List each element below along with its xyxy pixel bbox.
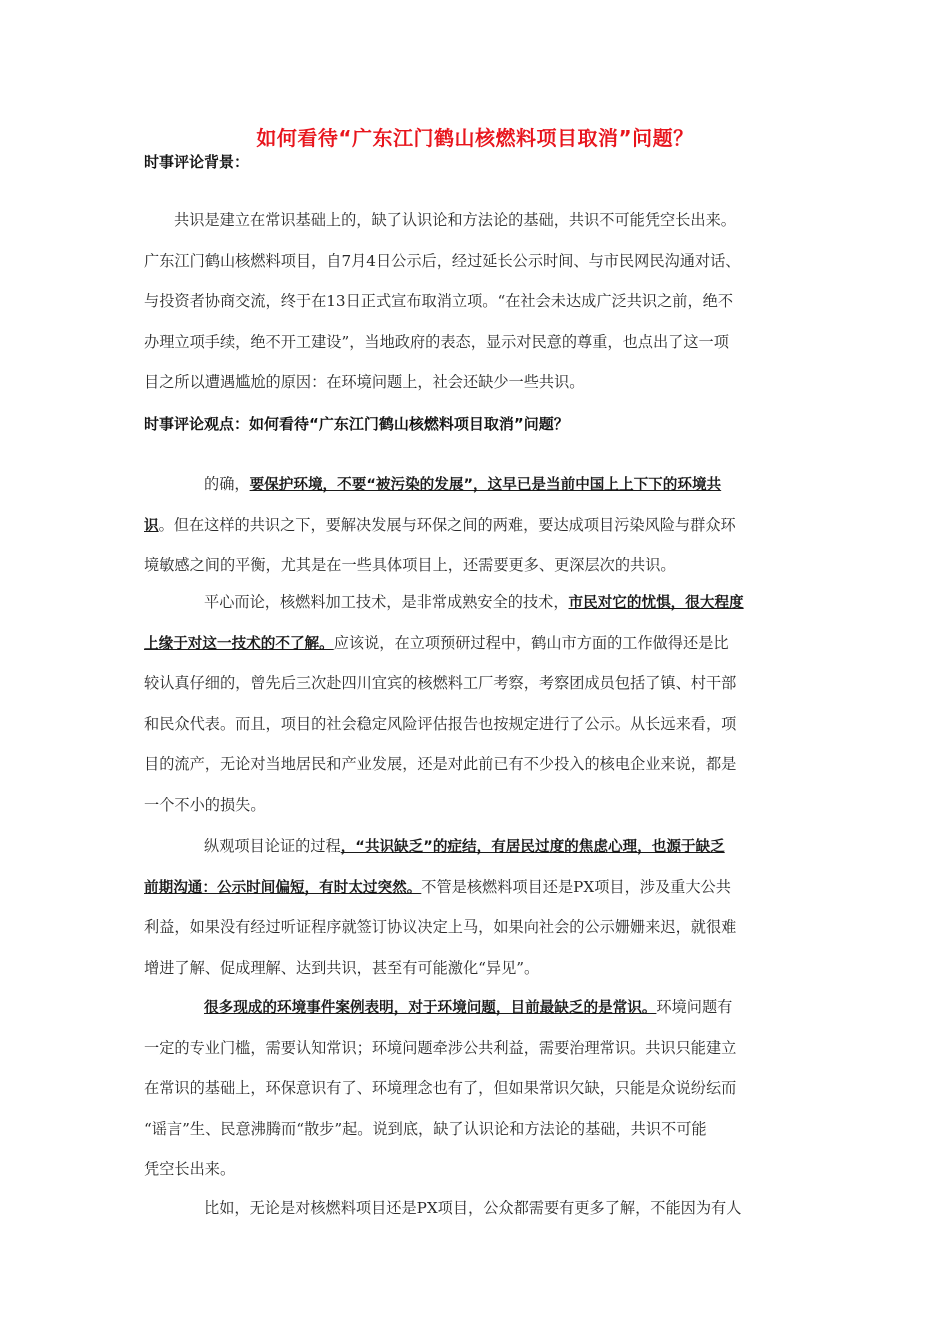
- paragraph-5: [144, 1188, 810, 1229]
- emphasized-text: 要保护环境，不要“被污染的发展”，这早已是当前中国上上下下的环境共: [249, 476, 722, 493]
- text-line: 比如，无论是对核燃料项目还是PX项目，公众都需要有更多了解，不能因为有人: [204, 1199, 742, 1217]
- text-line: [144, 867, 810, 908]
- emphasized-text: 识: [144, 516, 159, 534]
- paragraph-4: [144, 987, 810, 1190]
- plain-text: 环境问题有: [656, 998, 733, 1016]
- paragraph-1: [144, 464, 810, 586]
- text-line: 在常识的基础上，环保意识有了、环境理念也有了，但如果常识欠缺，只能是众说纷纭而: [144, 1079, 737, 1098]
- text-line: 利益，如果没有经过听证程序就签订协议决定上马，如果向社会的公示姗姗来迟，就很难: [144, 918, 737, 937]
- viewpoint-heading: 时事评论观点：如何看待“广东江门鹤山核燃料项目取消”问题？: [144, 415, 569, 433]
- emphasized-text: 很多现成的环境事件案例表明，对于环境问题，目前最缺乏的是常识。: [204, 999, 657, 1016]
- plain-text: 。但在这样的共识之下，要解决发展与环保之间的两难，要达成项目污染风险与群众环: [158, 515, 736, 534]
- plain-text: 不管是核燃料项目还是PX项目，涉及重大公共: [421, 877, 731, 896]
- text-line: 较认真仔细的，曾先后三次赴四川宜宾的核燃料工厂考察，考察团成员包括了镇、村干部: [144, 674, 737, 693]
- plain-text: 的确，: [204, 475, 250, 493]
- background-heading: 时事评论背景：: [144, 153, 250, 171]
- text-line: “谣言”生、民意沸腾而“散步”起。说到底，缺了认识论和方法论的基础，共识不可能: [144, 1119, 707, 1138]
- text-line: [144, 582, 810, 623]
- emphasized-text: ，“共识缺乏”的症结，有居民过度的焦虑心理，也源于缺乏: [340, 838, 725, 855]
- plain-text: 应该说，在立项预研过程中，鹤山市方面的工作做得还是比: [333, 633, 729, 652]
- text-line: 广东江门鹤山核燃料项目，自7月4日公示后，经过延长公示时间、与市民网民沟通对话、: [144, 251, 741, 270]
- emphasized-text: 市民对它的忧惧，很大程度: [568, 594, 744, 611]
- text-line: 增进了解、促成理解、达到共识，甚至有可能激化“异见”。: [144, 958, 540, 977]
- text-line: 与投资者协商交流，终于在13日正式宣布取消立项。“在社会未达成广泛共识之前，绝不: [144, 292, 734, 311]
- text-line: 一定的专业门槛，需要认知常识；环境问题牵涉公共利益，需要治理常识。共识只能建立: [144, 1038, 737, 1057]
- text-line: [144, 505, 810, 546]
- text-line: [144, 987, 810, 1028]
- text-line: [144, 826, 810, 867]
- text-line: [144, 464, 810, 505]
- plain-text: 平心而论，核燃料加工技术，是非常成熟安全的技术，: [204, 593, 569, 611]
- emphasized-text: 上缘于对这一技术的不了解。: [144, 634, 334, 652]
- text-line: 共识是建立在常识基础上的，缺了认识论和方法论的基础，共识不可能凭空长出来。: [174, 211, 736, 229]
- paragraph-2: [144, 582, 810, 826]
- paragraph-3: [144, 826, 810, 988]
- text-line: [144, 623, 810, 664]
- text-line: 目之所以遭遇尴尬的原因：在环境问题上，社会还缺少一些共识。: [144, 373, 585, 392]
- plain-text: 纵观项目论证的过程: [204, 837, 341, 855]
- article-title: 如何看待“广东江门鹤山核燃料项目取消”问题？: [256, 126, 694, 150]
- text-line: 境敏感之间的平衡，尤其是在一些具体项目上，还需要更多、更深层次的共识。: [144, 556, 676, 575]
- background-paragraph: [144, 200, 810, 403]
- emphasized-text: 前期沟通：公示时间偏短，有时太过突然。: [144, 878, 422, 896]
- text-line: 办理立项手续，绝不开工建设”，当地政府的表态，显示对民意的尊重，也点出了这一项: [144, 332, 729, 351]
- text-line: 凭空长出来。: [144, 1160, 236, 1179]
- text-line: 目的流产，无论对当地居民和产业发展，还是对此前已有不少投入的核电企业来说，都是: [144, 755, 737, 774]
- text-line: 一个不小的损失。: [144, 795, 266, 814]
- text-line: 和民众代表。而且，项目的社会稳定风险评估报告也按规定进行了公示。从长远来看，项: [144, 714, 737, 733]
